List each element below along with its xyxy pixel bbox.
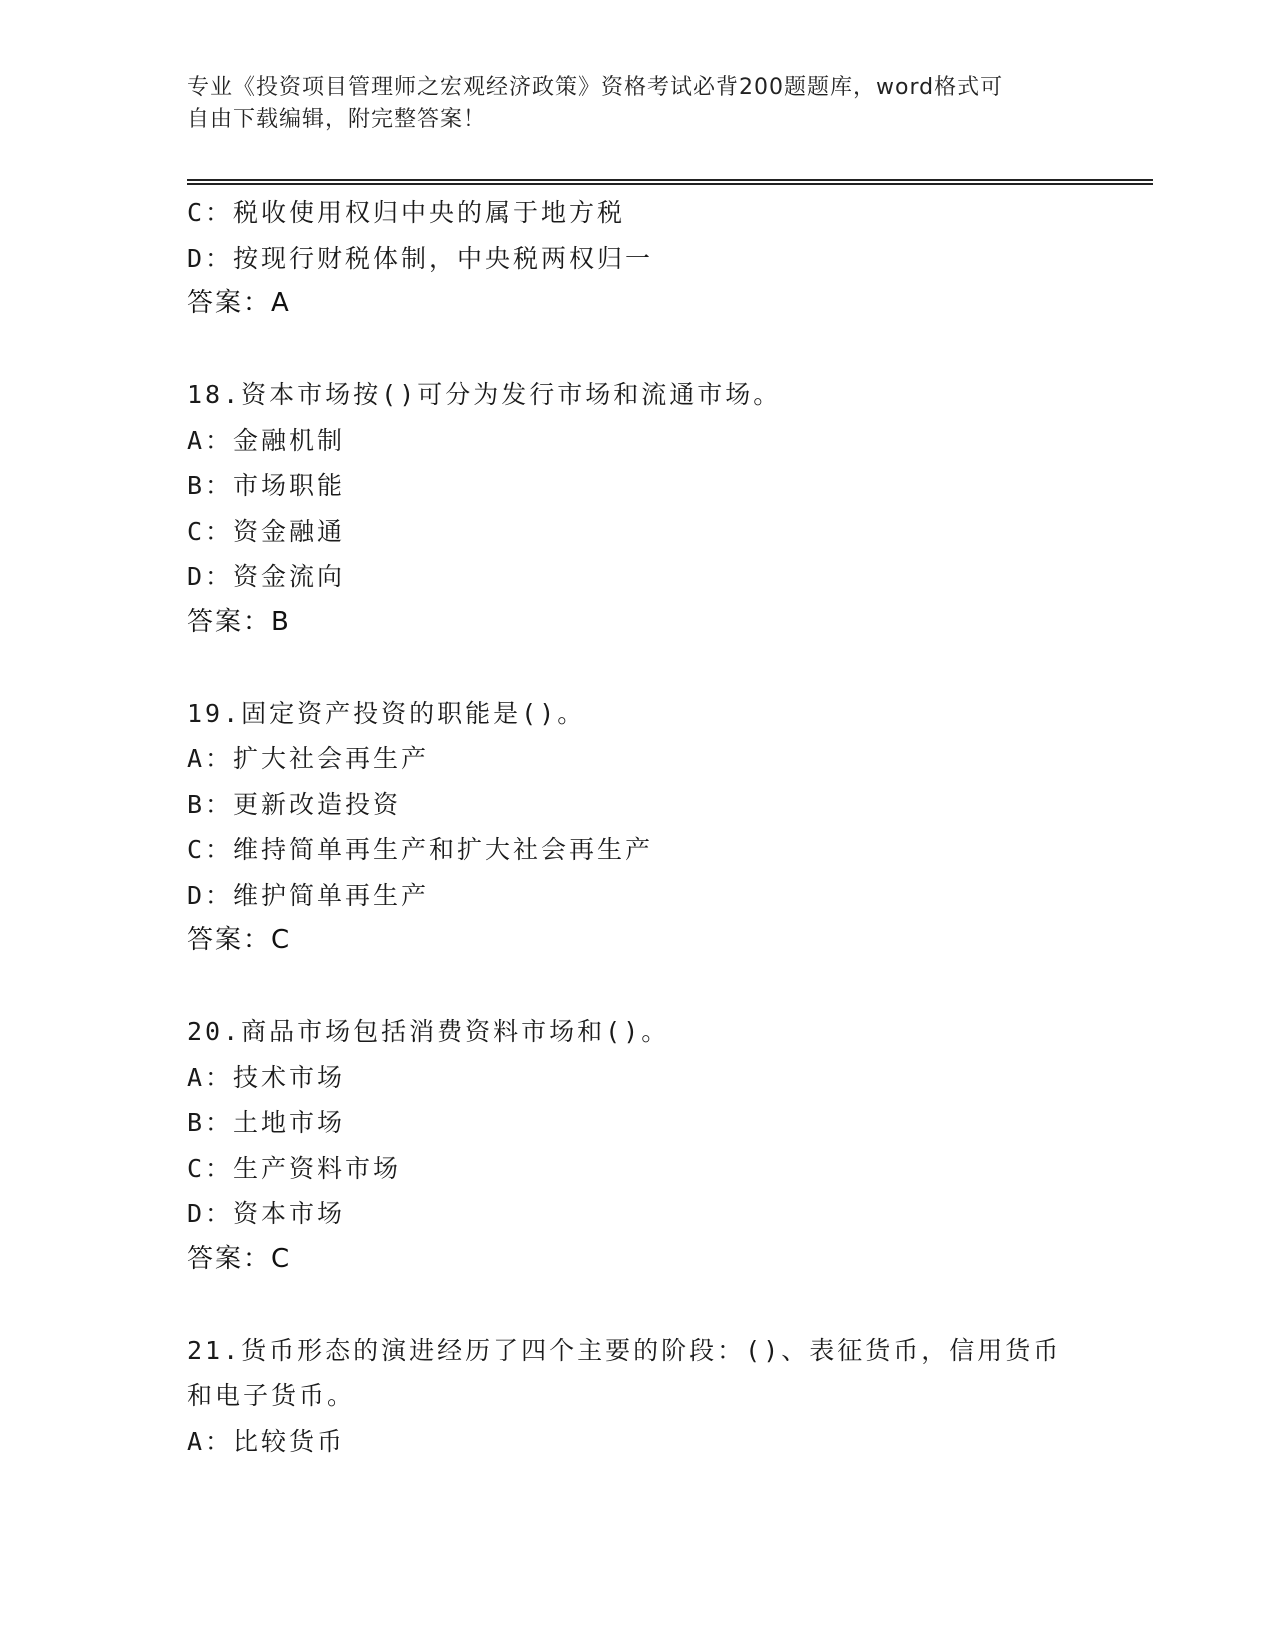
question-stem: 18.资本市场按()可分为发行市场和流通市场。	[187, 380, 782, 409]
option-a: A：扩大社会再生产	[187, 744, 430, 773]
prev-option-d: D：按现行财税体制，中央税两权归一	[187, 243, 654, 273]
question-stem: 20.商品市场包括消费资料市场和()。	[187, 1017, 670, 1046]
option-b: B：市场职能	[187, 471, 346, 500]
question-21	[187, 1328, 1087, 1465]
option-a: A：技术市场	[187, 1062, 346, 1092]
question-stem-line-1: 21.货币形态的演进经历了四个主要的阶段：()、表征货币，信用货币	[187, 1335, 1062, 1365]
option-d: D：维护简单再生产	[187, 880, 430, 910]
option-c: C：资金融通	[187, 516, 346, 546]
question-19	[187, 691, 1087, 964]
answer: 答案：C	[187, 925, 292, 955]
answer: 答案：B	[187, 606, 291, 637]
option-c: C：维持简单再生产和扩大社会再生产	[187, 835, 654, 864]
prev-option-c: C：税收使用权归中央的属于地方税	[187, 198, 626, 227]
option-b: B：土地市场	[187, 1108, 346, 1137]
header-rule-top	[187, 179, 1153, 181]
question-18	[187, 372, 1087, 645]
option-a: A：比较货币	[187, 1426, 346, 1456]
question-list	[187, 190, 1087, 1464]
header-rule-bottom	[187, 183, 1153, 185]
option-d: D：资金流向	[187, 562, 346, 591]
question-20	[187, 1009, 1087, 1282]
answer: 答案：C	[187, 1243, 292, 1274]
header-line-2: 自由下载编辑，附完整答案！	[187, 107, 487, 132]
document-header	[187, 72, 1087, 136]
question-stem: 19.固定资产投资的职能是()。	[187, 698, 586, 728]
option-c: C：生产资料市场	[187, 1153, 402, 1183]
option-b: B：更新改造投资	[187, 789, 402, 819]
question-stem-line-2: 和电子货币。	[187, 1381, 356, 1410]
header-line-1: 专业《投资项目管理师之宏观经济政策》资格考试必背200题题库，word格式可	[187, 75, 1004, 100]
option-a: A：金融机制	[187, 425, 346, 455]
option-d: D：资本市场	[187, 1199, 346, 1228]
prev-answer: 答案：A	[187, 288, 291, 318]
